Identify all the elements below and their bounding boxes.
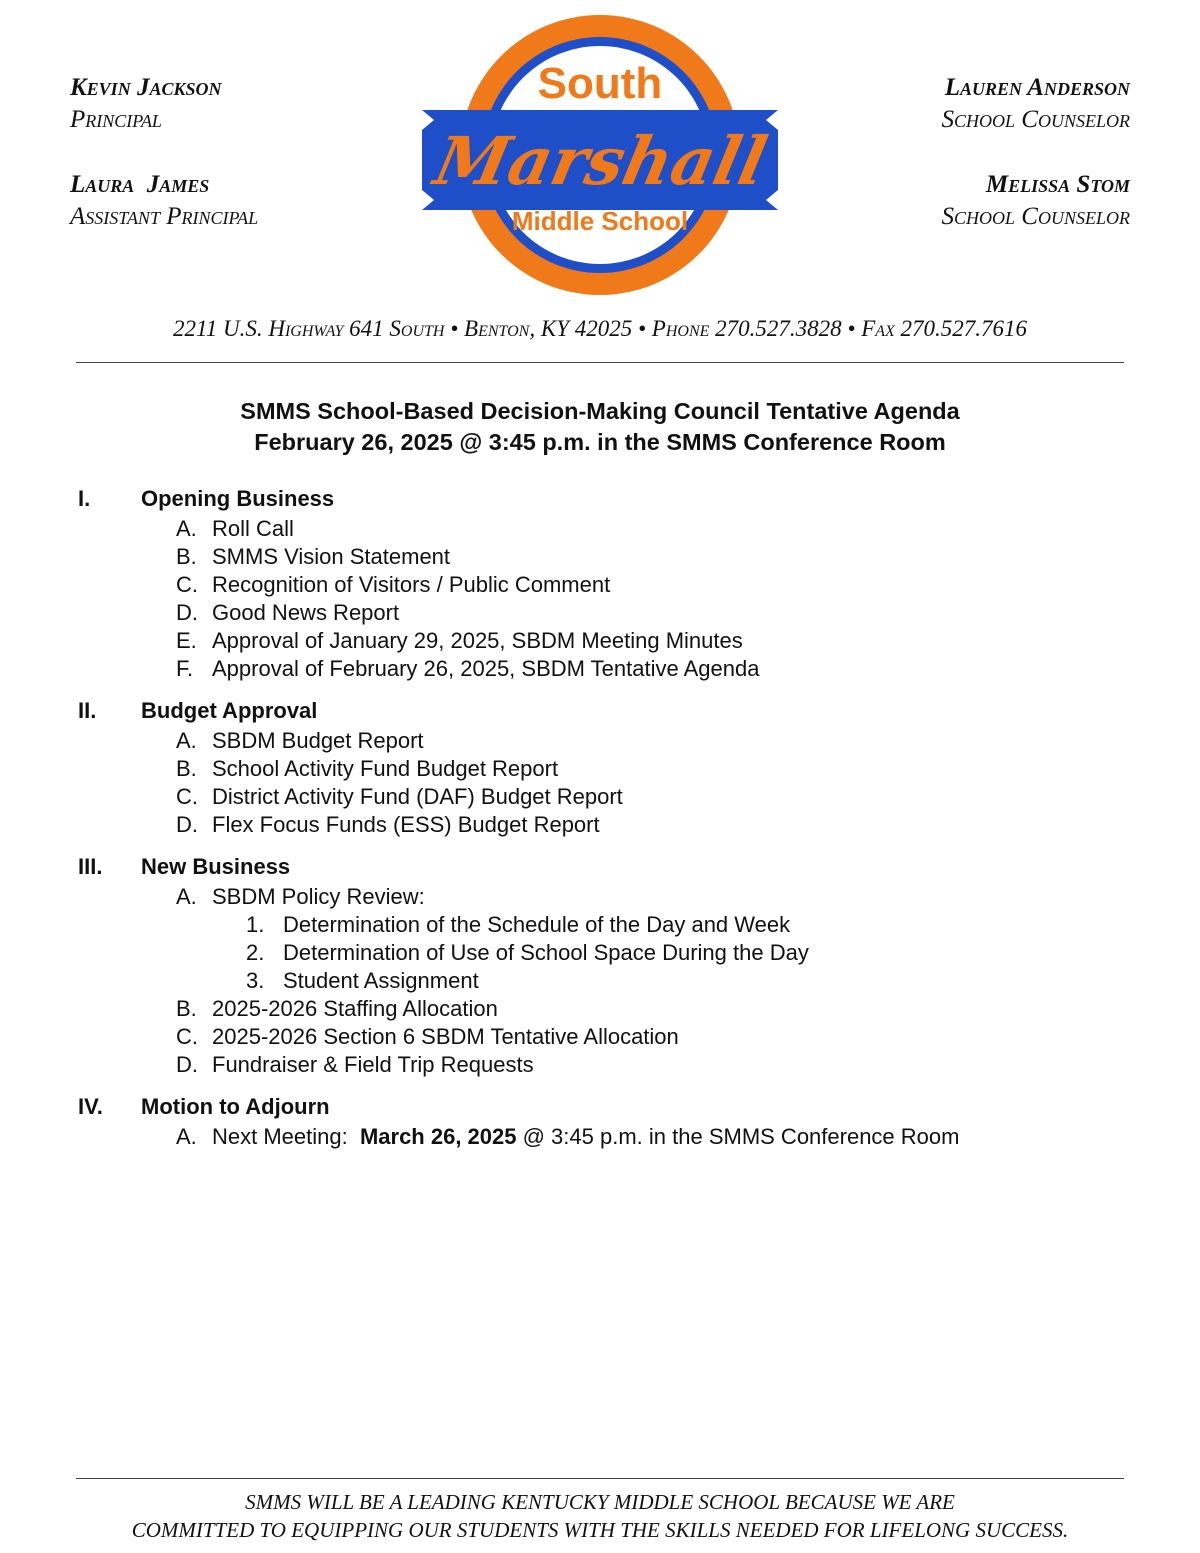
item-letter: D. — [176, 600, 198, 625]
school-logo — [418, 14, 782, 300]
logo-top-text: South — [537, 59, 663, 108]
agenda-section — [0, 698, 1200, 839]
logo-bottom-text: Middle School — [511, 206, 689, 236]
list-item — [0, 755, 1200, 783]
section-title: Budget Approval — [141, 698, 318, 723]
item-letter: A. — [176, 1124, 197, 1149]
item-letter: A. — [176, 516, 197, 541]
item-letter: C. — [176, 784, 198, 809]
agenda-title: SMMS School-Based Decision-Making Council Tentative Agenda — [240, 398, 960, 424]
sub-list-item — [0, 939, 1200, 967]
item-text: 2025-2026 Section 6 SBDM Tentative Allocation — [212, 1024, 679, 1049]
item-text: 2025-2026 Staffing Allocation — [212, 996, 498, 1021]
staff-title: Principal — [70, 106, 162, 133]
item-letter: F. — [176, 656, 194, 681]
section-heading — [0, 1094, 1200, 1123]
section-numeral: I. — [78, 486, 91, 511]
item-text: SBDM Policy Review: — [212, 884, 425, 909]
list-item — [0, 515, 1200, 543]
item-letter: C. — [176, 572, 198, 597]
list-item — [0, 883, 1200, 911]
list-item — [0, 599, 1200, 627]
sub-item-text: Determination of Use of School Space During the Day — [283, 940, 809, 965]
item-letter: B. — [176, 544, 197, 569]
section-title: Opening Business — [141, 486, 335, 511]
item-text: Fundraiser & Field Trip Requests — [212, 1052, 534, 1077]
item-letter: B. — [176, 996, 197, 1021]
header-divider — [76, 362, 1124, 363]
sub-list-item — [0, 911, 1200, 939]
staff-title: Assistant Principal — [70, 203, 259, 230]
item-text: SMMS Vision Statement — [212, 544, 451, 569]
list-item — [0, 1051, 1200, 1079]
item-text: Recognition of Visitors / Public Comment — [212, 572, 611, 597]
sub-item-number: 3. — [246, 968, 265, 993]
list-item — [0, 1123, 1200, 1151]
section-numeral: III. — [78, 854, 103, 879]
item-text: Good News Report — [212, 600, 400, 625]
item-letter: B. — [176, 756, 197, 781]
footer-divider — [76, 1478, 1124, 1479]
item-text: School Activity Fund Budget Report — [212, 756, 559, 781]
staff-name: Laura James — [70, 171, 210, 198]
list-item — [0, 571, 1200, 599]
staff-block-counselor-1 — [942, 72, 1130, 136]
staff-block-principal — [70, 72, 221, 136]
list-item — [0, 1023, 1200, 1051]
list-item — [0, 995, 1200, 1023]
school-address: 2211 U.S. Highway 641 South • Benton, KY 42025 • Phone 270.527.3828 • Fax 270.527.7616 — [172, 316, 1028, 341]
vision-line-2: COMMITTED TO EQUIPPING OUR STUDENTS WITH THE SKILLS NEEDED FOR LIFELONG SUCCESS. — [131, 1518, 1069, 1542]
agenda-section — [0, 486, 1200, 683]
item-text: Roll Call — [212, 516, 294, 541]
next-meeting-text — [212, 1123, 959, 1151]
staff-block-assistant-principal — [70, 169, 258, 233]
sub-item-number: 1. — [246, 912, 265, 937]
list-item — [0, 655, 1200, 683]
item-text: District Activity Fund (DAF) Budget Report — [212, 784, 623, 809]
next-meeting-date: March 26, 2025 — [359, 1124, 517, 1149]
item-text: Approval of January 29, 2025, SBDM Meeting Minutes — [212, 628, 743, 653]
vision-statement — [0, 1488, 1200, 1544]
staff-title: School Counselor — [941, 106, 1130, 133]
agenda-subtitle: February 26, 2025 @ 3:45 p.m. in the SMMS Conference Room — [254, 429, 946, 455]
next-meeting-details: @ 3:45 p.m. in the SMMS Conference Room — [516, 1124, 960, 1149]
list-item — [0, 627, 1200, 655]
item-text: SBDM Budget Report — [212, 728, 424, 753]
vision-line-1: SMMS WILL BE A LEADING KENTUCKY MIDDLE SCHOOL BECAUSE WE ARE — [245, 1490, 955, 1514]
section-title: New Business — [141, 854, 291, 879]
staff-block-counselor-2 — [942, 169, 1130, 233]
agenda-list — [0, 486, 1200, 1151]
item-letter: D. — [176, 812, 198, 837]
section-numeral: IV. — [78, 1094, 103, 1119]
agenda-section — [0, 854, 1200, 1079]
item-letter: D. — [176, 1052, 198, 1077]
staff-name: Lauren Anderson — [944, 74, 1130, 101]
item-letter: A. — [176, 728, 197, 753]
sub-item-number: 2. — [246, 940, 265, 965]
agenda-section — [0, 1094, 1200, 1151]
list-item — [0, 543, 1200, 571]
section-heading — [0, 854, 1200, 883]
item-text: Approval of February 26, 2025, SBDM Tentative Agenda — [212, 656, 760, 681]
staff-name: Melissa Stom — [985, 171, 1130, 198]
list-item — [0, 811, 1200, 839]
sub-list-item — [0, 967, 1200, 995]
item-letter: A. — [176, 884, 197, 909]
next-meeting-label: Next Meeting: — [212, 1124, 360, 1149]
section-title: Motion to Adjourn — [141, 1094, 330, 1119]
staff-name: Kevin Jackson — [70, 74, 222, 101]
item-letter: C. — [176, 1024, 198, 1049]
staff-title: School Counselor — [941, 203, 1130, 230]
list-item — [0, 727, 1200, 755]
list-item — [0, 783, 1200, 811]
section-numeral: II. — [78, 698, 97, 723]
item-letter: E. — [176, 628, 197, 653]
section-heading — [0, 486, 1200, 515]
item-text: Flex Focus Funds (ESS) Budget Report — [212, 812, 600, 837]
sub-item-text: Student Assignment — [283, 968, 479, 993]
logo-middle-text: Marshall — [428, 121, 774, 200]
sub-item-text: Determination of the Schedule of the Day and Week — [283, 912, 791, 937]
section-heading — [0, 698, 1200, 727]
